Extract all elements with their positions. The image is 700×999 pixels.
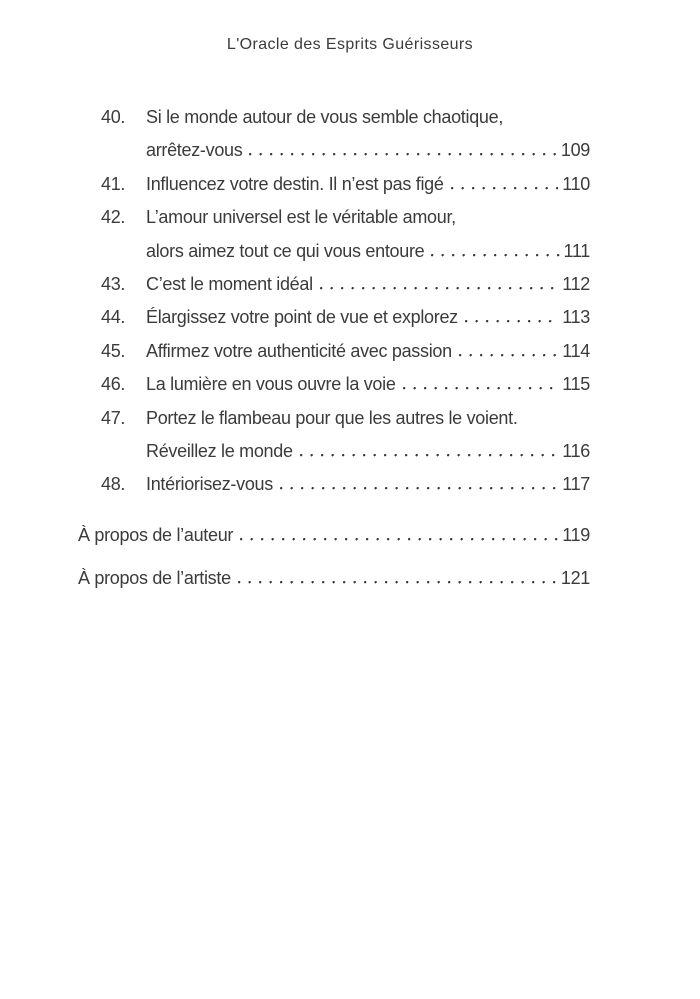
toc-entry-text: Élargissez votre point de vue et explorez	[146, 307, 458, 328]
dot-leader	[237, 580, 557, 584]
toc-entry-text: Si le monde autour de vous semble chaotique,	[146, 107, 504, 127]
toc-entry-page: 114	[562, 340, 590, 361]
about-author-label: À propos de l’auteur	[78, 524, 234, 545]
about-section	[78, 514, 590, 601]
dot-leader	[458, 353, 558, 357]
toc-entry-page: 117	[562, 474, 590, 495]
toc-entry-text: Affirmez votre authenticité avec passion	[146, 340, 452, 361]
toc-entry-number: 46.	[101, 374, 126, 395]
toc-entry-row	[101, 468, 590, 501]
toc-entry-page: 110	[562, 173, 590, 194]
about-artist-label: À propos de l’artiste	[78, 568, 231, 589]
toc-entry-row-continuation	[101, 235, 590, 268]
toc-entry-number: 43.	[101, 273, 126, 294]
toc-entry-number: 41.	[101, 173, 126, 194]
toc-entry-page: 113	[562, 307, 590, 328]
about-artist-page: 121	[560, 568, 590, 589]
dot-leader	[239, 537, 558, 541]
dot-leader	[464, 319, 558, 323]
toc-entry-page: 116	[562, 440, 590, 461]
toc-entry-number: 44.	[101, 307, 126, 328]
toc-entry-text: alors aimez tout ce qui vous entoure	[146, 240, 425, 261]
about-artist-row	[78, 557, 590, 600]
toc-entry-row	[101, 168, 590, 201]
toc-entry-number: 40.	[101, 107, 126, 127]
toc-entry-page: 109	[560, 140, 590, 161]
toc-entry-page: 112	[562, 273, 590, 294]
toc-entry-page: 111	[563, 240, 590, 261]
toc-entry-text: arrêtez-vous	[146, 140, 243, 161]
toc-entry-text: Réveillez le monde	[146, 440, 293, 461]
dot-leader	[450, 186, 559, 190]
toc-entry-number: 47.	[101, 407, 126, 428]
dot-leader	[248, 152, 556, 156]
toc-entry-number: 48.	[101, 474, 126, 495]
toc-entry-row	[101, 101, 590, 134]
toc-entry-text: C’est le moment idéal	[146, 273, 313, 294]
toc-entry-text: L’amour universel est le véritable amour,	[146, 207, 456, 228]
toc-entry-page: 115	[562, 374, 590, 395]
toc-entry-number: 45.	[101, 340, 126, 361]
toc-entry-text: Intériorisez-vous	[146, 474, 273, 495]
toc-entry-row	[101, 402, 590, 435]
toc-entry-row	[101, 368, 590, 401]
dot-leader	[402, 386, 559, 390]
toc-entry-row-continuation	[101, 435, 590, 468]
toc-entry-text: Influencez votre destin. Il n’est pas figé	[146, 173, 444, 194]
toc-entry-number: 42.	[101, 207, 126, 228]
toc-entry-text: La lumière en vous ouvre la voie	[146, 374, 396, 395]
dot-leader	[279, 486, 558, 490]
toc-entry-text: Portez le flambeau pour que les autres le voient.	[146, 407, 518, 428]
dot-leader	[319, 286, 558, 290]
book-title-header: L'Oracle des Esprits Guérisseurs	[226, 36, 474, 53]
about-author-row	[78, 514, 590, 557]
toc-entry-row-continuation	[101, 134, 590, 167]
toc-entry-row	[101, 201, 590, 234]
table-of-contents	[78, 101, 590, 600]
toc-entry-row	[101, 335, 590, 368]
toc-entry-row	[101, 268, 590, 301]
about-author-page: 119	[562, 524, 590, 545]
toc-entry-row	[101, 301, 590, 334]
dot-leader	[430, 253, 559, 257]
dot-leader	[299, 453, 559, 457]
